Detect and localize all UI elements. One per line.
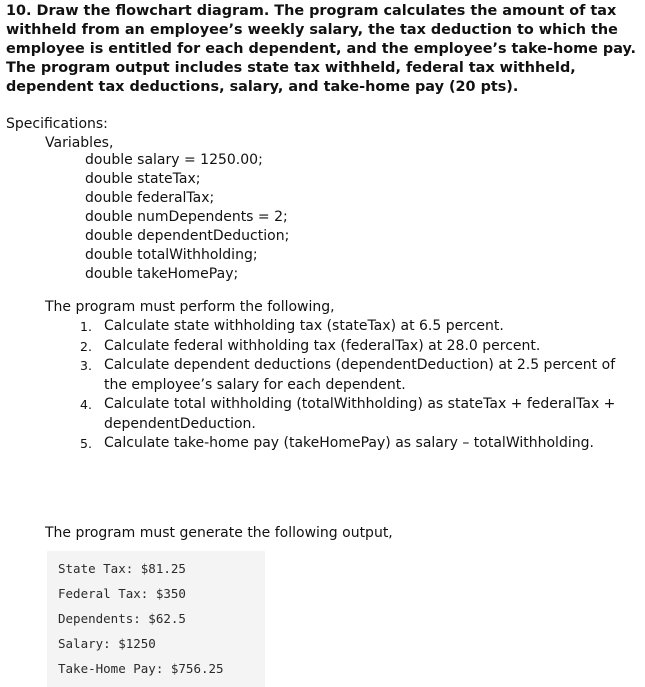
variable-list — [85, 151, 289, 284]
step-number: 1. — [80, 319, 92, 334]
question-heading: 10. Draw the flowchart diagram. The program calculates the amount of tax withheld from an employee’s weekly salary, the tax deduction to which the employee is entitled for each dependent, and the employee’s take-home pay. The program output includes state tax withheld, federal tax withheld, dependent tax deductions, salary, and take-home pay (20 pts). — [6, 3, 637, 95]
output-line-federal-tax: Federal Tax: $350 — [58, 586, 186, 601]
variable-declaration: double dependentDeduction; — [85, 228, 290, 244]
step-number: 5. — [80, 436, 92, 451]
variable-declaration: double salary = 1250.00; — [85, 152, 263, 168]
requirement-step — [80, 395, 640, 434]
specifications-heading: Specifications: — [6, 116, 108, 132]
variable-declaration: double takeHomePay; — [85, 266, 239, 282]
output-line-take-home-pay: Take-Home Pay: $756.25 — [58, 661, 224, 676]
requirement-step — [80, 356, 640, 395]
output-heading: The program must generate the following output, — [45, 525, 393, 541]
step-text: Calculate take-home pay (takeHomePay) as salary – totalWithholding. — [104, 435, 594, 451]
output-line-dependents: Dependents: $62.5 — [58, 611, 186, 626]
variable-declaration: double federalTax; — [85, 190, 215, 206]
step-text: Calculate federal withholding tax (federalTax) at 28.0 percent. — [104, 337, 541, 354]
requirements-heading: The program must perform the following, — [45, 299, 335, 315]
requirement-step — [80, 337, 640, 357]
variable-declaration: double numDependents = 2; — [85, 209, 288, 225]
requirement-steps-list — [80, 317, 640, 454]
requirement-step — [80, 434, 640, 454]
step-text: Calculate total withholding (totalWithholding) as stateTax + federalTax + dependentDeduction. — [104, 396, 616, 432]
output-line-state-tax: State Tax: $81.25 — [58, 561, 186, 576]
step-text: Calculate state withholding tax (stateTax) at 6.5 percent. — [104, 318, 504, 334]
requirement-step — [80, 317, 640, 337]
step-text: Calculate dependent deductions (dependentDeduction) at 2.5 percent of the employee’s salary for each dependent. — [104, 357, 616, 393]
step-number: 3. — [80, 358, 92, 373]
output-code-block — [47, 551, 265, 687]
step-number: 2. — [80, 338, 92, 354]
step-number: 4. — [80, 397, 92, 412]
variable-declaration: double totalWithholding; — [85, 247, 258, 263]
variables-heading: Variables, — [45, 135, 114, 151]
variable-declaration: double stateTax; — [85, 171, 201, 187]
output-line-salary: Salary: $1250 — [58, 636, 156, 651]
